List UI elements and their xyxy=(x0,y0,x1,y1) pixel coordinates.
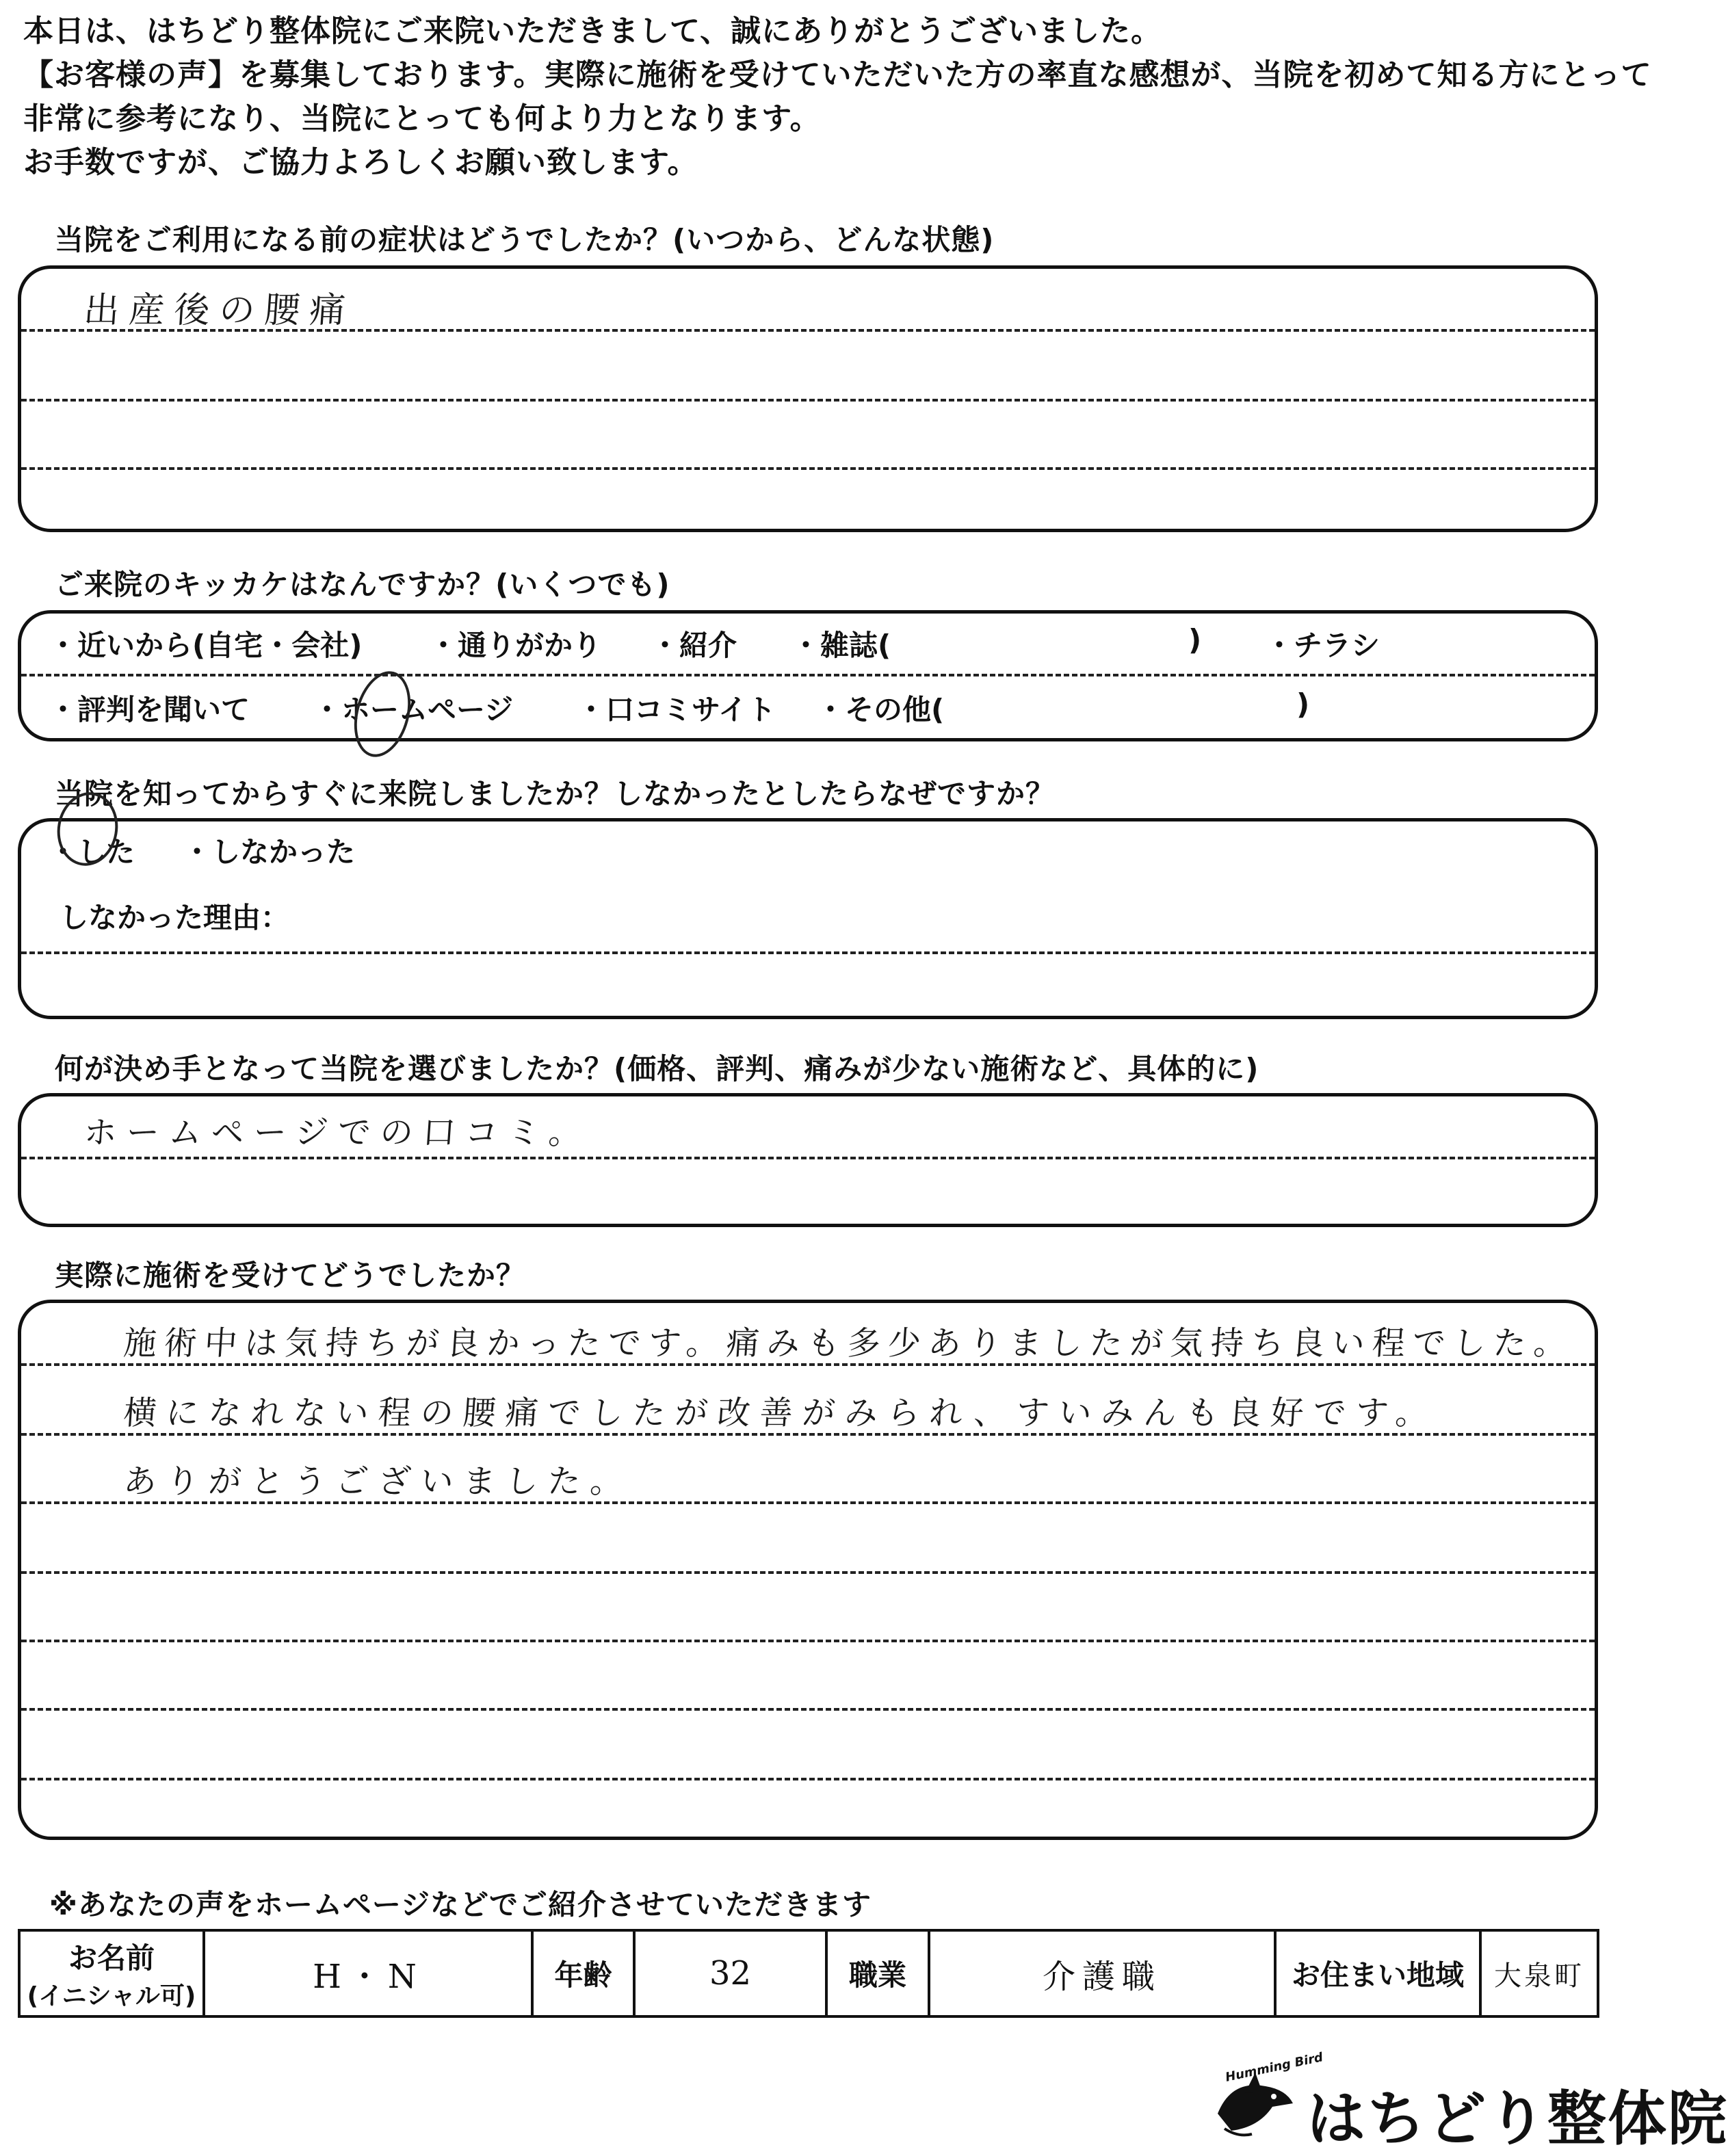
q5-handwritten-line-1: 施術中は気持ちが良かったです。痛みも多少ありましたが気持ち良い程でした。 xyxy=(122,1324,1575,1363)
name-value[interactable]: H・N xyxy=(204,1930,532,2016)
age-value[interactable]: 32 xyxy=(709,1954,752,1993)
job-label: 職業 xyxy=(826,1930,929,2016)
option-referral[interactable]: ・紹介 xyxy=(651,629,737,662)
area-value[interactable]: 大泉町 xyxy=(1480,1930,1598,2016)
consent-note: ※あなたの声をホームページなどでご紹介させていただきます xyxy=(49,1888,872,1921)
age-label: 年齢 xyxy=(534,1932,636,2015)
brand-name: はちどり整体院 xyxy=(1307,2085,1728,2153)
answer-line xyxy=(21,467,1595,470)
option-review-site[interactable]: ・口コミサイト xyxy=(577,693,776,726)
reason-label: しなかった理由： xyxy=(60,901,290,934)
option-did-not[interactable]: ・しなかった xyxy=(183,835,356,869)
row-divider xyxy=(21,674,1595,676)
option-did[interactable]: ・した xyxy=(49,835,135,869)
intro-text xyxy=(23,10,1652,185)
answer-line xyxy=(21,399,1595,402)
respondent-info-table xyxy=(18,1929,1599,2018)
area-label: お住まい地域 xyxy=(1275,1930,1480,2016)
logo-tagline: Humming Bird xyxy=(1224,2050,1324,2085)
q1-label: 当院をご利用になる前の症状はどうでしたか？(いつから、どんな状態) xyxy=(55,223,995,257)
q3-answer-box xyxy=(18,818,1598,1019)
answer-line xyxy=(21,1640,1595,1642)
q3-label: 当院を知ってからすぐに来院しましたか？しなかったとしたらなぜですか？ xyxy=(55,777,1056,811)
intro-line-3: 非常に参考になり、当院にとっても何より力となります。 xyxy=(23,101,821,136)
q1-handwritten-answer: 出産後の腰痛 xyxy=(82,290,356,331)
answer-line xyxy=(21,1571,1595,1574)
option-other[interactable]: ・その他( xyxy=(816,693,945,726)
name-label: お名前 (イニシャル可) xyxy=(19,1930,204,2016)
option-other-close: ) xyxy=(1296,687,1310,721)
option-passing-by[interactable]: ・通りがかり xyxy=(429,629,602,662)
option-homepage[interactable]: ・ホームページ xyxy=(313,693,514,726)
q1-answer-box[interactable] xyxy=(18,265,1598,532)
answer-line xyxy=(21,951,1595,954)
intro-line-2: 【お客様の声】を募集しております。実際に施術を受けていただいた方の率直な感想が、当院を初めて知る方にとって xyxy=(23,57,1652,92)
q4-answer-box[interactable] xyxy=(18,1093,1598,1227)
q4-label: 何が決め手となって当院を選びましたか？(価格、評判、痛みが少ない施術など、具体的に) xyxy=(55,1052,1259,1086)
option-magazine-close: ) xyxy=(1188,623,1202,657)
answer-line xyxy=(21,1778,1595,1780)
intro-line-1: 本日は、はちどり整体院にご来院いただきまして、誠にありがとうございました。 xyxy=(23,14,1162,49)
answer-line xyxy=(21,1708,1595,1711)
brand-logo xyxy=(1204,2050,1728,2153)
option-magazine[interactable]: ・雑誌( xyxy=(791,629,891,662)
q5-answer-box[interactable] xyxy=(18,1300,1598,1840)
job-value[interactable]: 介護職 xyxy=(929,1930,1275,2016)
option-flyer[interactable]: ・チラシ xyxy=(1265,629,1380,662)
age-cell xyxy=(532,1930,826,2016)
answer-line xyxy=(21,1157,1595,1159)
q2-label: ご来院のキッカケはなんですか？(いくつでも) xyxy=(55,568,670,601)
q2-options-box xyxy=(18,610,1598,741)
intro-line-4: お手数ですが、ご協力よろしくお願い致します。 xyxy=(23,145,698,180)
q5-handwritten-line-3: ありがとうございました。 xyxy=(122,1462,634,1501)
q4-handwritten-answer: ホームページでの口コミ。 xyxy=(82,1114,592,1152)
q5-handwritten-line-2: 横になれない程の腰痛でしたが改善がみられ、すいみんも良好です。 xyxy=(122,1394,1439,1432)
q5-label: 実際に施術を受けてどうでしたか？ xyxy=(55,1259,526,1292)
option-reputation[interactable]: ・評判を聞いて xyxy=(49,693,250,726)
option-nearby[interactable]: ・近いから(自宅・会社) xyxy=(49,629,363,662)
